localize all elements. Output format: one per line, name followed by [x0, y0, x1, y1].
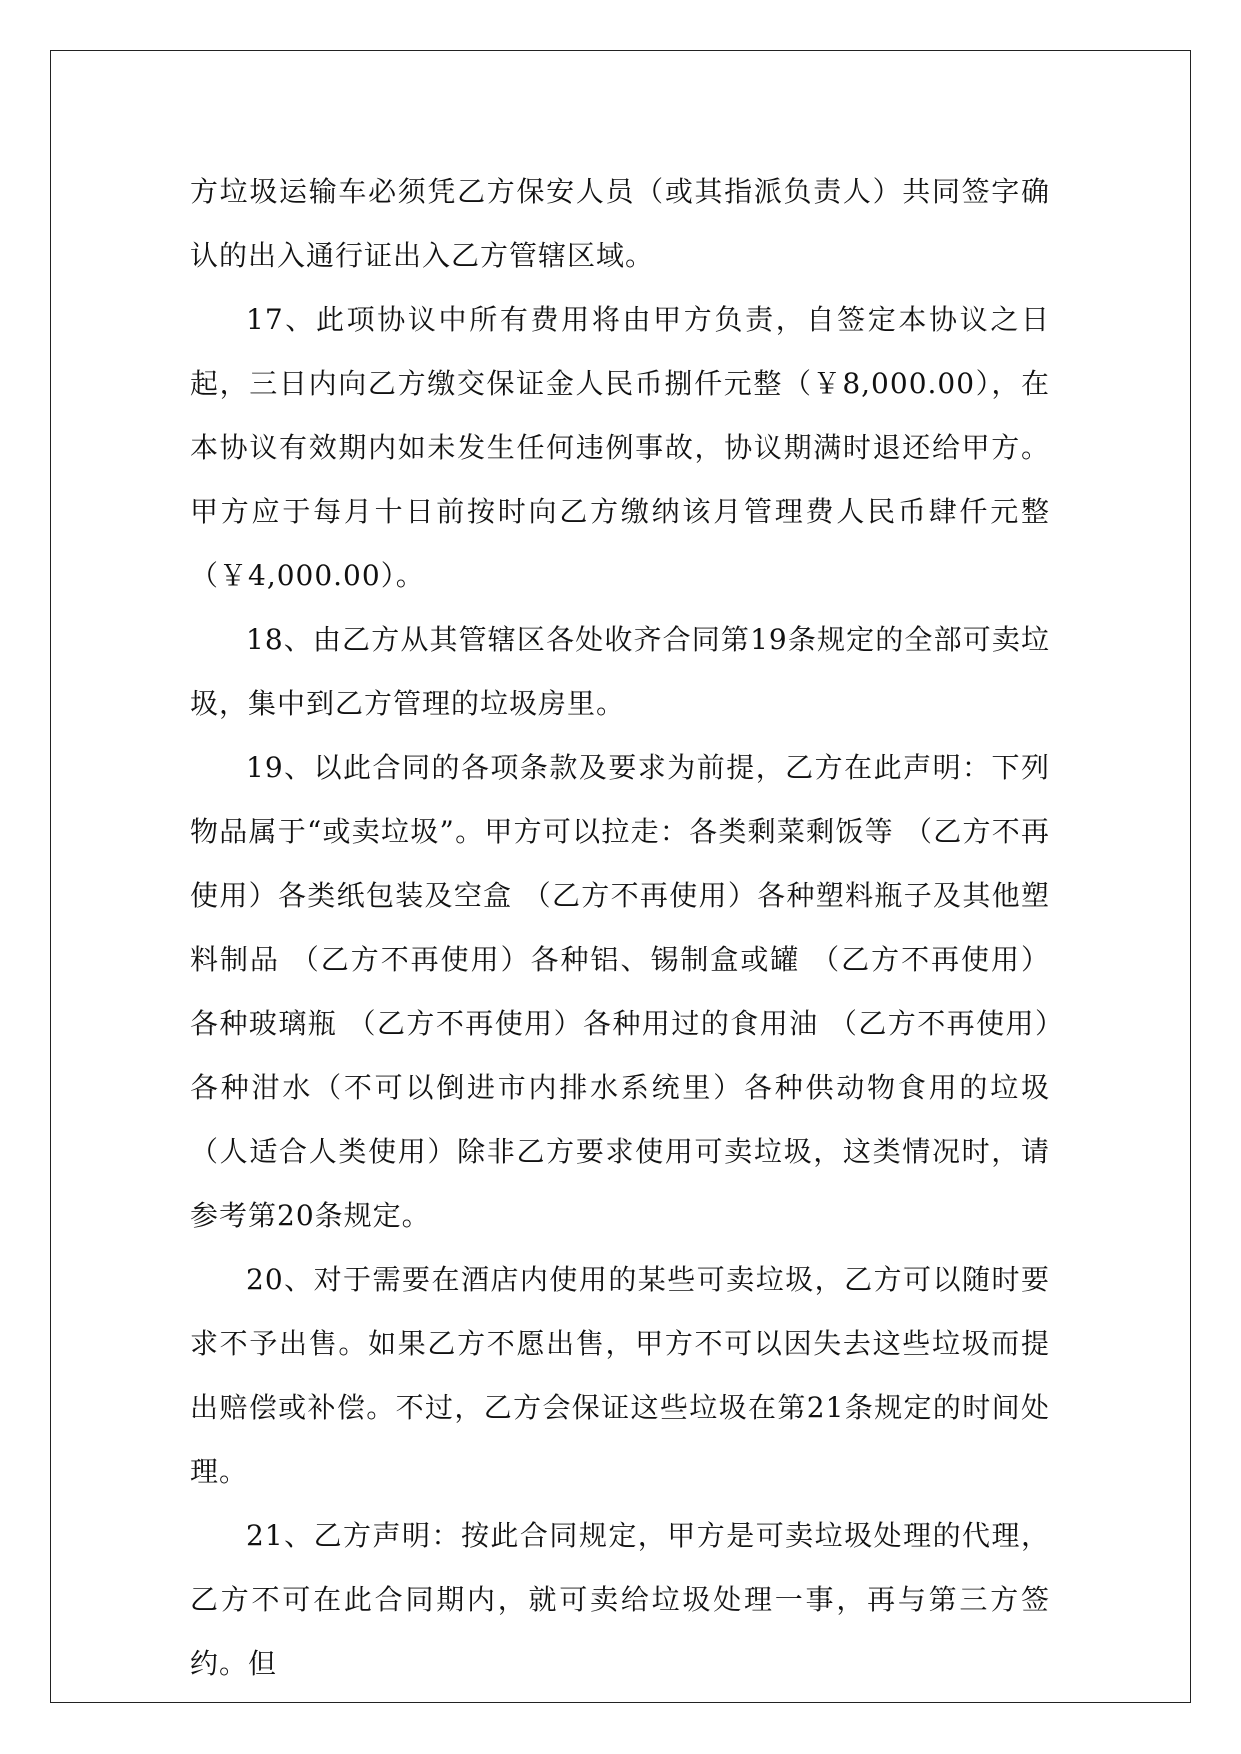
- paragraph-clause-17: 17、此项协议中所有费用将由甲方负责，自签定本协议之日起，三日内向乙方缴交保证金人民币捌仟元整（￥8,000.00），在本协议有效期内如未发生任何违例事故，协议期满时退还给甲方。甲方应于每月十日前按时向乙方缴纳该月管理费人民币肆仟元整（￥4,000.00）。: [190, 303, 1050, 592]
- paragraph-clause-18: 18、由乙方从其管辖区各处收齐合同第19条规定的全部可卖垃圾，集中到乙方管理的垃圾房里。: [190, 623, 1050, 720]
- document-body: [190, 160, 1050, 1696]
- paragraph-clause-19: 19、以此合同的各项条款及要求为前提，乙方在此声明：下列物品属于“或卖垃圾”。甲方可以拉走：各类剩菜剩饭等 （乙方不再使用）各类纸包装及空盒 （乙方不再使用）各种塑料瓶子及其他塑料制品 （乙方不再使用）各种铝、锡制盒或罐 （乙方不再使用）各种玻璃瓶 （乙方不再使用）各种用过的食用油 （乙方不再使用）各种泔水（不可以倒进市内排水系统里）各种供动物食用的垃圾 （人适合人类使用）除非乙方要求使用可卖垃圾，这类情况时，请参考第20条规定。: [190, 751, 1050, 1232]
- paragraph-clause-21: 21、乙方声明：按此合同规定，甲方是可卖垃圾处理的代理，乙方不可在此合同期内，就可卖给垃圾处理一事，再与第三方签约。但: [190, 1519, 1050, 1680]
- paragraph-clause-20: 20、对于需要在酒店内使用的某些可卖垃圾，乙方可以随时要求不予出售。如果乙方不愿出售，甲方不可以因失去这些垃圾而提出赔偿或补偿。不过，乙方会保证这些垃圾在第21条规定的时间处理。: [190, 1263, 1050, 1488]
- paragraph-continuation: 方垃圾运输车必须凭乙方保安人员（或其指派负责人）共同签字确认的出入通行证出入乙方管辖区域。: [190, 175, 1050, 272]
